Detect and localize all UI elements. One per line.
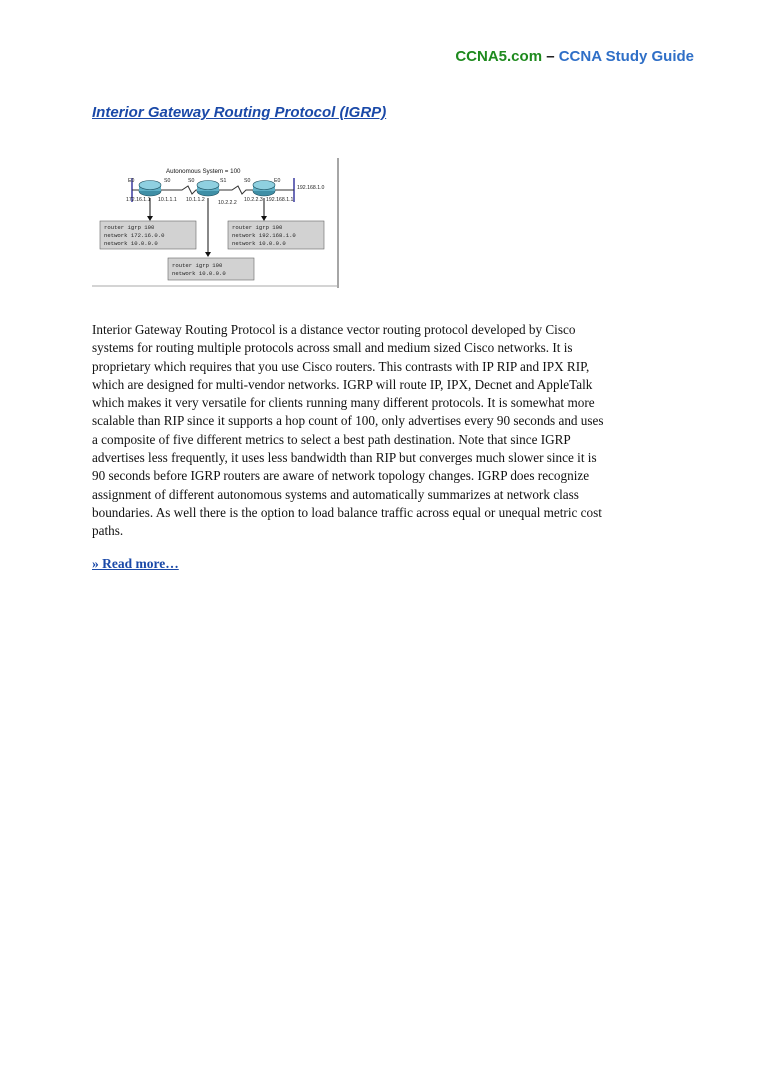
addr-192-168-1-1: 192.168.1.1: [266, 197, 294, 203]
article-title[interactable]: Interior Gateway Routing Protocol (IGRP): [92, 104, 387, 121]
guide-name: CCNA Study Guide: [558, 48, 694, 65]
addr-192-168-1-0: 192.168.1.0: [297, 185, 325, 191]
config-left-line-2: network 172.16.0.0: [104, 232, 165, 239]
read-more-link[interactable]: » Read more…: [92, 556, 179, 571]
iface-e0-right: E0: [274, 178, 281, 184]
addr-172-16-1-1: 172.16.1.1: [126, 197, 151, 203]
page-header: [455, 48, 694, 65]
header-separator: –: [546, 48, 555, 65]
site-name[interactable]: CCNA5.com: [455, 48, 543, 65]
config-box-left: [100, 221, 196, 249]
config-left-line-1: router igrp 100: [104, 224, 155, 231]
iface-s0-b: S0: [188, 178, 195, 184]
addr-10-2-2-2: 10.2.2.2: [218, 200, 237, 206]
iface-s0-a: S0: [164, 178, 171, 184]
router-icon: [197, 181, 219, 197]
diagram-svg: [92, 158, 340, 288]
config-bottom-line-1: router igrp 100: [172, 262, 223, 269]
iface-e0-left: E0: [128, 178, 135, 184]
config-right-line-3: network 10.0.0.0: [232, 240, 286, 247]
config-left-line-3: network 10.0.0.0: [104, 240, 158, 247]
arrow-down-icon: [205, 198, 211, 257]
iface-s0-c: S0: [244, 178, 251, 184]
autonomous-system-label: Autonomous System = 100: [166, 168, 241, 175]
igrp-network-diagram: [92, 158, 340, 288]
config-box-bottom: [168, 258, 254, 280]
router-icon: [253, 181, 275, 197]
config-box-right: [228, 221, 324, 249]
addr-10-2-2-3: 10.2.2.3: [244, 197, 263, 203]
iface-s1: S1: [220, 178, 227, 184]
addr-10-1-1-2: 10.1.1.2: [186, 197, 205, 203]
config-bottom-line-2: network 10.0.0.0: [172, 270, 226, 277]
article-body: Interior Gateway Routing Protocol is a distance vector routing protocol developed by Cisco systems for routing multiple protocols across small and medium sized Cisco networks. It is proprietary which requires that you use Cisco routers. This contrasts with IP RIP and IPX RIP, which are designed for multi-vendor networks. IGRP will route IP, IPX, Decnet and AppleTalk which makes it very versatile for clients running many different protocols. It is somewhat more scalable than RIP since it supports a hop count of 100, only advertises every 90 seconds and uses a composite of five different metrics to select a best path destination. Note that since IGRP advertises less frequently, it uses less bandwidth than RIP but converges much slower since it is 90 seconds before IGRP routers are aware of network topology changes. IGRP does recognize assignment of different autonomous systems and automatically summarizes at network class boundaries. As well there is the option to load balance traffic across equal or unequal metric cost paths.: [92, 322, 604, 539]
config-right-line-1: router igrp 100: [232, 224, 283, 231]
config-right-line-2: network 192.168.1.0: [232, 232, 296, 239]
addr-10-1-1-1: 10.1.1.1: [158, 197, 177, 203]
router-icon: [139, 181, 161, 197]
